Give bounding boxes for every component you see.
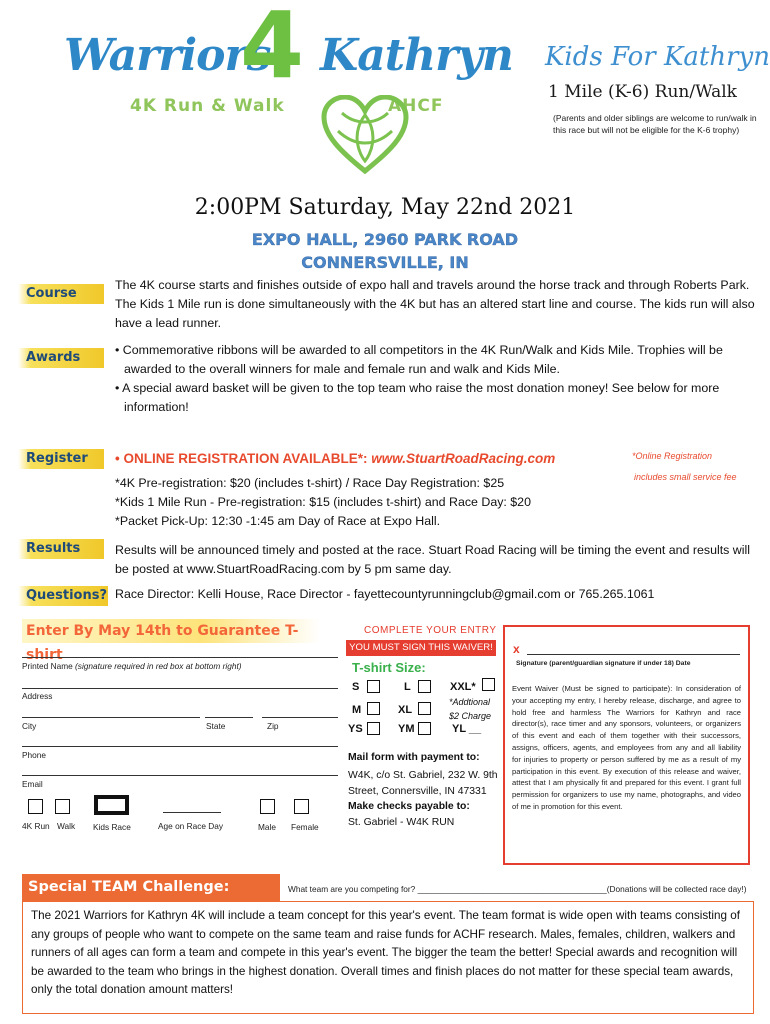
label-kids-race: Kids Race (93, 822, 131, 832)
team-challenge-banner: Special TEAM Challenge: (22, 874, 280, 901)
logo-four-text: 4 (240, 0, 305, 99)
size-s-label: S (352, 681, 360, 693)
register-item: *4K Pre-registration: $20 (includes t-shirt) / Race Day Registration: $25 (115, 476, 505, 490)
waiver-text: Event Waiver (Must be signed to participate): In consideration of your accepting my entry, I hereby release, discharge, and agree to hold free and harmless The Warriors for Kathryn and race director(s), race timer and any sponsors, volunteers, or organizers of this event and each of them together with their successors, assigns, officers, agents, and employees from any and all liability for injuries to property or person suffered by me as a result of my participation in this event. By execution of this release and waiver, attest that I am physically fit and prepared for this event. I grant full permission for organizers to use my name, photographs, and video of me in promotion for this event. (512, 684, 741, 811)
zip-label: Zip (267, 721, 279, 731)
phone-input[interactable] (22, 746, 338, 747)
size-xl-checkbox[interactable] (418, 702, 431, 715)
venue-line1: EXPO HALL, 2960 PARK ROAD (251, 230, 519, 249)
address-input[interactable] (22, 688, 338, 689)
label-age: Age on Race Day (158, 821, 224, 831)
size-xxl-checkbox[interactable] (482, 678, 495, 691)
mail-line1: W4K, c/o St. Gabriel, 232 W. 9th (348, 770, 498, 781)
size-l-checkbox[interactable] (418, 680, 431, 693)
event-datetime: 2:00PM Saturday, May 22nd 2021 (194, 195, 576, 220)
online-note-2: includes small service fee (634, 472, 737, 482)
checkbox-walk[interactable] (55, 799, 70, 814)
phone-label: Phone (22, 750, 46, 760)
checks-heading: Make checks payable to: (348, 801, 470, 812)
size-xxl-label: XXL* (450, 681, 476, 693)
size-l-label: L (404, 681, 411, 693)
city-label: City (22, 721, 37, 731)
awards-item: • Commemorative ribbons will be awarded to all competitors in the 4K Run/Walk and Kids Mile. Trophies will be awarded to the overall winners for male and female run and walk and Kids Mile. (115, 343, 723, 376)
city-input[interactable] (22, 717, 200, 718)
must-sign-banner: YOU MUST SIGN THIS WAIVER! (346, 640, 496, 656)
signature-x-mark: x (513, 642, 520, 656)
register-item: *Packet Pick-Up: 12:30 -1:45 am Day of Race at Expo Hall. (115, 514, 441, 528)
checkbox-female[interactable] (294, 799, 309, 814)
label-4k-run: 4K Run (22, 821, 50, 831)
payee: St. Gabriel - W4K RUN (348, 816, 455, 828)
kids-subtitle: 1 Mile (K-6) Run/Walk (548, 82, 737, 102)
zip-input[interactable] (262, 717, 338, 718)
online-note-1: *Online Registration (632, 451, 713, 461)
awards-text (115, 341, 755, 417)
online-url-link[interactable]: www.StuartRoadRacing.com (371, 451, 556, 466)
email-input[interactable] (22, 775, 338, 776)
kids-note: (Parents and older siblings are welcome to run/walk in this race but will not be eligible for the K-6 trophy) (553, 113, 757, 136)
tshirt-title: T-shirt Size: (352, 660, 426, 675)
state-label: State (206, 721, 226, 731)
mail-heading: Mail form with payment to: (348, 752, 480, 763)
printed-name-label (22, 661, 242, 671)
size-s-checkbox[interactable] (367, 680, 380, 693)
questions-text: Race Director: Kelli House, Race Director - fayettecountyrunningclub@gmail.com or 765.265.1061 (115, 587, 655, 601)
team-question[interactable]: What team are you competing for? _________________________________________(Donations will be collected race day!) (288, 884, 747, 894)
course-label: Course (18, 284, 104, 304)
additional-charge-line2: $2 Charge (449, 711, 492, 721)
state-input[interactable] (205, 717, 253, 718)
address-label: Address (22, 691, 53, 701)
venue-line2: CONNERSVILLE, IN (301, 253, 469, 272)
awards-label: Awards (18, 348, 104, 368)
size-ym-checkbox[interactable] (418, 722, 431, 735)
size-ys-label: YS (348, 723, 363, 735)
results-text: Results will be announced timely and posted at the race. Stuart Road Racing will be timing the event and results will be posted at www.StuartRoadRacing.com by 5 pm same day. (115, 543, 751, 576)
register-details (115, 474, 635, 531)
checkbox-male[interactable] (260, 799, 275, 814)
results-label: Results (18, 539, 104, 559)
printed-name-note: (signature required in red box at bottom right) (75, 661, 242, 671)
printed-name-text: Printed Name (22, 661, 73, 671)
label-male: Male (258, 822, 276, 832)
online-prefix: • ONLINE REGISTRATION AVAILABLE*: (115, 451, 372, 466)
kids-title: Kids For Kathryn (545, 42, 770, 72)
online-registration (115, 451, 555, 466)
course-text: The 4K course starts and finishes outside of expo hall and travels around the horse track and through Roberts Park. The Kids 1 Mile run is done simultaneously with the 4K but has an altered start line and course. The kids run will also have a lead runner. (115, 278, 755, 330)
label-walk: Walk (57, 821, 76, 831)
questions-label: Questions? (18, 586, 108, 606)
complete-entry-text: COMPLETE YOUR ENTRY (364, 625, 497, 636)
size-yl-label: YL __ (452, 723, 482, 735)
mail-line2: Street, Connersville, IN 47331 (348, 785, 487, 797)
additional-charge-line1: *Addtional (449, 697, 491, 707)
checkbox-kids-race[interactable] (94, 795, 129, 815)
register-label: Register (18, 449, 104, 469)
signature-label: Signature (parent/guardian signature if under 18) Date (516, 660, 691, 667)
logo-kathryn-text: Kathryn (320, 30, 513, 81)
printed-name-input[interactable] (22, 657, 338, 658)
age-input[interactable] (163, 812, 221, 813)
size-ys-checkbox[interactable] (367, 722, 380, 735)
size-m-checkbox[interactable] (367, 702, 380, 715)
celtic-heart-icon (320, 95, 410, 175)
register-item: *Kids 1 Mile Run - Pre-registration: $15 (includes t-shirt) and Race Day: $20 (115, 495, 531, 509)
awards-item: • A special award basket will be given to the top team who raise the most donation money! See below for more information! (115, 381, 720, 414)
logo-warriors-text: Warriors (64, 30, 271, 81)
mail-address (348, 768, 498, 830)
logo-org: AHCF (388, 96, 444, 116)
enter-by-banner: Enter By May 14th to Guarantee T-shirt (22, 619, 320, 643)
size-xl-label: XL (398, 704, 413, 716)
team-text: The 2021 Warriors for Kathryn 4K will include a team concept for this year's event. The team format is wide open with teams consisting of any groups of people who want to compete on the same team and raise funds for ACHF research. Males, females, children, walkers and runners of all ages can form a team and compete in this year's event. The bigger the team the better! Special awards and recognition will be awarded to the team who brings in the highest donation. Overall times and finish places do not matter for these special team awards, only the total donation amount matters! (31, 909, 740, 996)
signature-input[interactable] (527, 654, 740, 655)
checkbox-4k-run[interactable] (28, 799, 43, 814)
size-ym-label: YM (398, 723, 415, 735)
email-label: Email (22, 779, 43, 789)
logo-subtitle: 4K Run & Walk (130, 96, 285, 116)
size-m-label: M (352, 704, 362, 716)
label-female: Female (291, 822, 319, 832)
